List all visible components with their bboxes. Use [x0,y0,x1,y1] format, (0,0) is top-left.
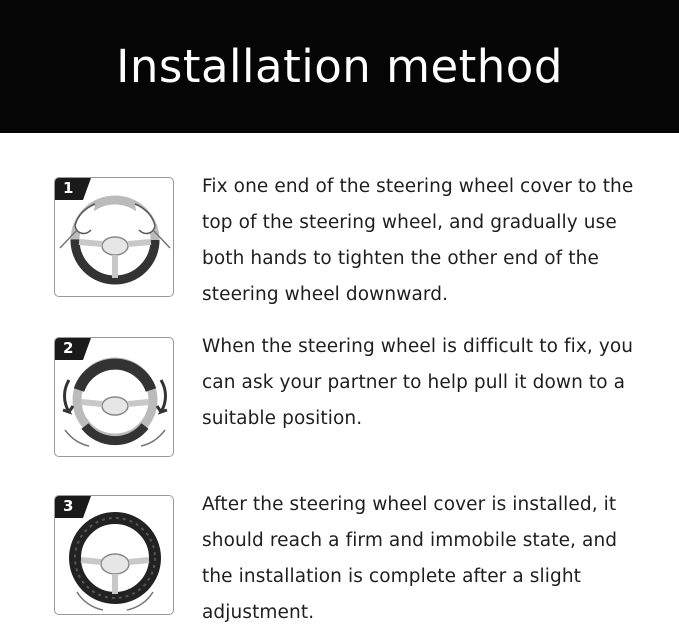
header-banner [0,0,679,133]
step-3-number: 3 [63,497,74,515]
page-title: Installation method [116,40,563,93]
step-3-text: After the steering wheel cover is installed, it should reach a firm and immobile state, and the installation is complete after a slight adjustment. [202,494,618,623]
step-1-number: 1 [63,179,74,197]
step-3-illustration [54,495,174,615]
step-2-text: When the steering wheel is difficult to fix, you can ask your partner to help pull it down to a suitable position. [202,336,634,429]
step-1-illustration [54,177,174,297]
step-1-text: Fix one end of the steering wheel cover to the top of the steering wheel, and gradually use both hands to tighten the other end of the steering wheel downward. [202,176,634,305]
step-2-illustration [54,337,174,457]
step-2-number: 2 [63,339,74,357]
